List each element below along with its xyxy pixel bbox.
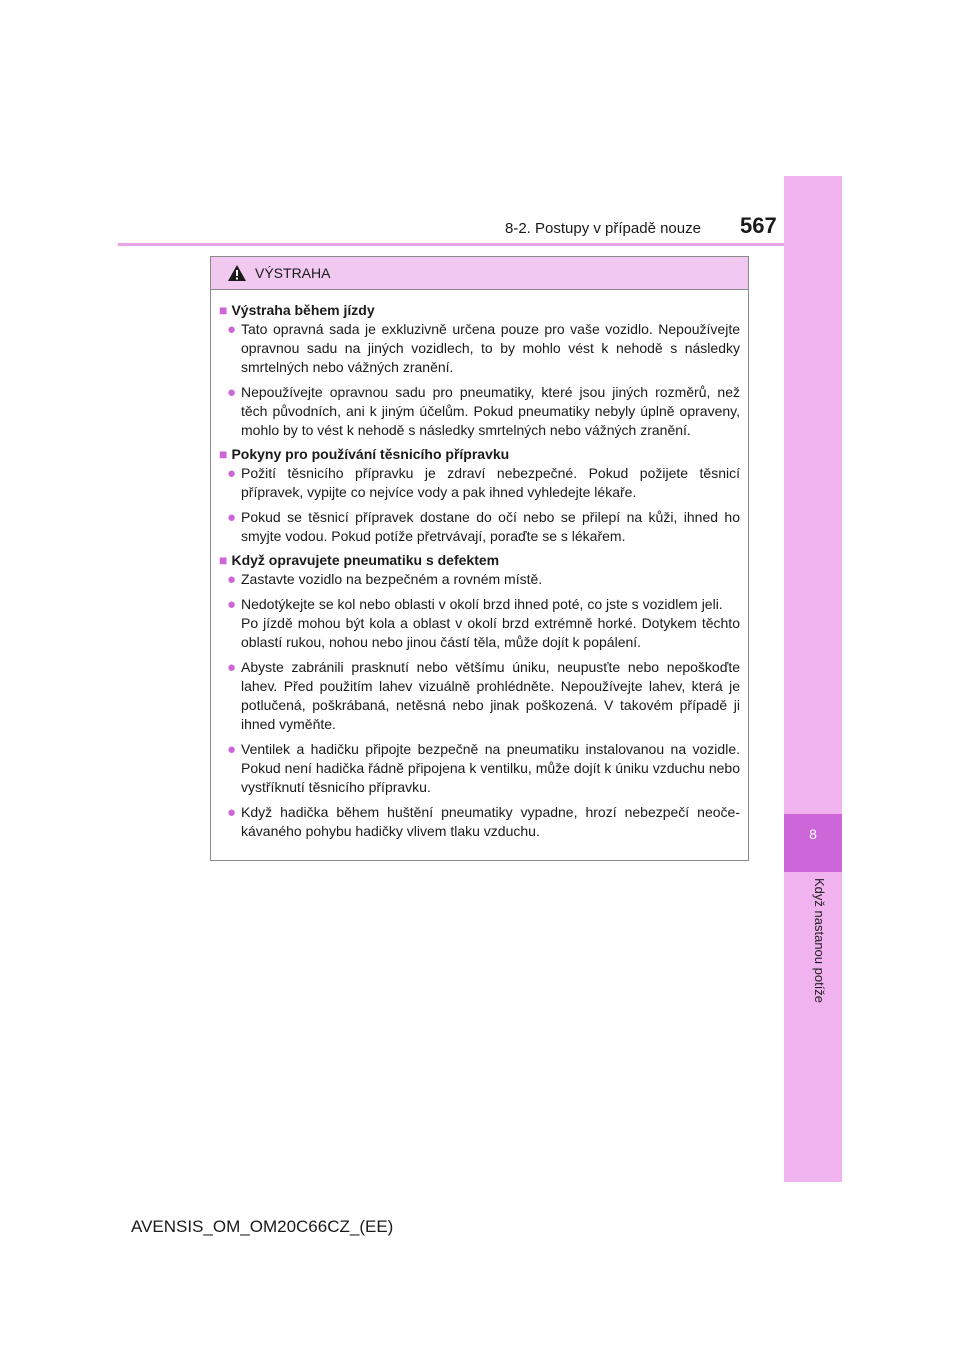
list-item-text: [241, 740, 740, 797]
chapter-number: 8: [809, 826, 817, 842]
paragraph: Zastavte vozidlo na bezpečném a rovném místě.: [241, 571, 543, 587]
list-item-text: [241, 803, 740, 841]
list-item: [219, 383, 740, 440]
list-item: [219, 570, 740, 589]
square-bullet-icon: ■: [219, 446, 228, 462]
round-bullet-icon: ●: [227, 384, 237, 401]
paragraph: Abyste zabránili prasknutí nebo většímu úniku, neupusťte nebo nepoškoďte lahev. Před použitím lahev vizuálně prohlédněte. Nepoužívejte lahev, která je potlučená, poškrábaná, netěsná nebo jinak poškozená. V takovém případě ji ihned vyměňte.: [241, 659, 740, 732]
paragraph: Ventilek a hadičku připojte bezpečně na pneumatiku instalovanou na vozidle. Pokud není hadička řádně připojena k ventilku, může dojít k úniku vzduchu nebo vystříknutí těsnicího přípravku.: [241, 741, 740, 795]
paragraph: Po jízdě mohou být kola a oblast v okolí brzd extrémně horké. Dotykem těchto oblastí rukou, nohou nebo jinou částí těla, může dojít k popálení.: [241, 615, 740, 650]
paragraph: Požití těsnicího přípravku je zdraví nebezpečné. Pokud požijete těsnicí přípravek, vypijte co nejvíce vody a pak ihned vyhledejte lékaře.: [241, 465, 740, 500]
section-heading-text: Výstraha během jízdy: [231, 302, 375, 318]
chapter-number-block: [784, 814, 842, 872]
section-heading-text: Pokyny pro používání těsnicího přípravku: [231, 446, 510, 462]
square-bullet-icon: ■: [219, 302, 228, 318]
list-item: [219, 595, 740, 652]
list-item: [219, 320, 740, 377]
list-item-text: [241, 658, 740, 734]
round-bullet-icon: ●: [227, 571, 237, 588]
paragraph: Pokud se těsnicí přípravek dostane do očí nebo se přilepí na kůži, ihned ho smyjte vodou. Pokud potíže přetrvávají, poraďte se s lékařem.: [241, 509, 740, 544]
warning-body: [211, 290, 748, 841]
list-item: [219, 508, 740, 546]
paragraph: Tato opravná sada je exkluzivně určena pouze pro vaše vozidlo. Nepoužívejte opravnou sadu na jiných vozidlech, to by mohlo vést k nehodě s následky smrtelných nebo vážných zranění.: [241, 321, 740, 375]
round-bullet-icon: ●: [227, 596, 237, 613]
list-item: [219, 464, 740, 502]
warning-section-heading: [219, 552, 740, 568]
round-bullet-icon: ●: [227, 509, 237, 526]
paragraph: Nedotýkejte se kol nebo oblasti v okolí brzd ihned poté, co jste s vozidlem jeli.: [241, 596, 723, 612]
warning-box: [210, 256, 749, 861]
header-rule: [118, 243, 784, 246]
paragraph: Nepoužívejte opravnou sadu pro pneumatiky, které jsou jiných rozměrů, než těch původních, ani k jiným účelům. Pokud pneumatiky nebyly úplně opraveny, mohlo by to vést k nehodě s následky smrtelných nebo vážných zranění.: [241, 384, 740, 438]
list-item: [219, 803, 740, 841]
warning-section-heading: [219, 302, 740, 318]
list-item-text: [241, 570, 740, 589]
round-bullet-icon: ●: [227, 465, 237, 482]
round-bullet-icon: ●: [227, 659, 237, 676]
list-item-text: [241, 464, 740, 502]
list-item: [219, 740, 740, 797]
warning-title: VÝSTRAHA: [255, 265, 331, 281]
paragraph: Když hadička během huštění pneumatiky vypadne, hrozí nebezpečí neočekávaného pohybu hadičky vlivem tlaku vzduchu.: [241, 804, 740, 839]
round-bullet-icon: ●: [227, 321, 237, 338]
list-item: [219, 658, 740, 734]
list-item-text: [241, 383, 740, 440]
list-item-text: [241, 320, 740, 377]
round-bullet-icon: ●: [227, 804, 237, 821]
warning-header: [211, 257, 748, 290]
document-id: AVENSIS_OM_OM20C66CZ_(EE): [131, 1217, 394, 1236]
round-bullet-icon: ●: [227, 741, 237, 758]
list-item-text: [241, 595, 740, 652]
list-item-text: [241, 508, 740, 546]
square-bullet-icon: ■: [219, 552, 228, 568]
chapter-title: Když nastanou potíže: [812, 878, 827, 1004]
section-title: 8-2. Postupy v případě nouze: [505, 220, 701, 237]
page-number: 567: [740, 213, 777, 238]
warning-section-heading: [219, 446, 740, 462]
section-heading-text: Když opravujete pneumatiku s defektem: [231, 552, 500, 568]
warning-triangle-icon: [227, 264, 247, 282]
